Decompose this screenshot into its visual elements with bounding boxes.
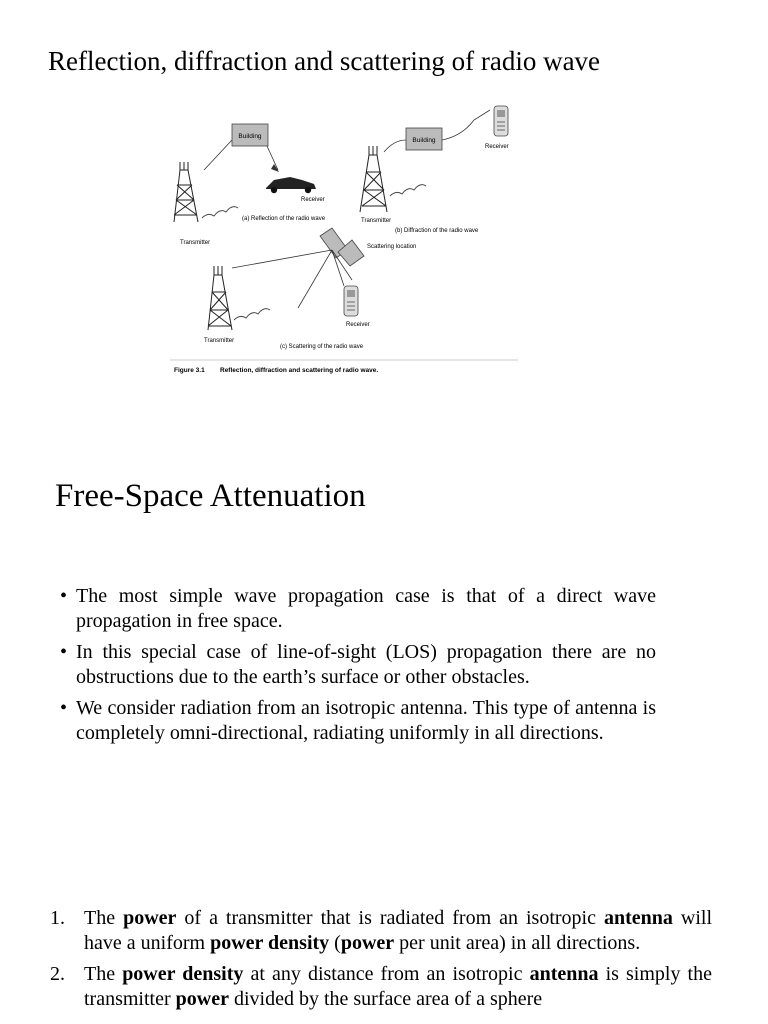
text-run: will have a uniform xyxy=(84,907,713,954)
phone-bottom-icon xyxy=(344,286,358,316)
list-number: 2. xyxy=(50,963,65,985)
section-title-reflection: Reflection, diffraction and scattering of radio wave xyxy=(48,46,601,76)
caption-a: (a) Reflection of the radio wave xyxy=(242,216,326,222)
list-item xyxy=(50,906,712,955)
text-run: The xyxy=(84,963,123,985)
caption-b: (b) Diffraction of the radio wave xyxy=(395,228,479,234)
bold-term: power xyxy=(123,907,177,929)
transmitter-c-label: Transmitter xyxy=(204,338,235,344)
receiver-bottom-label: Receiver xyxy=(346,322,370,328)
bullet-text: In this special case of line-of-sight (LOS) propagation there are no obstructions due to the earth’s surface or other obstacles. xyxy=(76,641,656,688)
bold-term: power xyxy=(340,931,395,954)
transmitter-b-label: Transmitter xyxy=(361,218,392,224)
receiver-car-label: Receiver xyxy=(301,197,325,203)
bullet-text: The most simple wave propagation case is that of a direct wave propagation in free space. xyxy=(76,585,656,632)
bold-term: power density xyxy=(122,963,244,985)
bold-term: power xyxy=(175,987,229,1010)
building-b-label: Building xyxy=(412,137,436,144)
receiver-top-label: Receiver xyxy=(485,144,509,150)
caption-c: (c) Scattering of the radio wave xyxy=(280,344,364,350)
list-item xyxy=(60,584,656,633)
figure-number: Figure 3.1 xyxy=(174,367,205,374)
text-run: at any distance from an isotropic xyxy=(243,963,530,985)
transmitter-a-label: Transmitter xyxy=(180,240,211,246)
text-run: ( xyxy=(329,931,341,954)
bullet-icon: • xyxy=(60,697,68,719)
bold-term: power density xyxy=(210,931,330,954)
scattering-location-label: Scattering location xyxy=(367,244,417,250)
car-icon xyxy=(266,177,316,193)
tower-b-icon xyxy=(360,146,426,212)
list-number: 1. xyxy=(50,907,65,929)
tower-c-icon xyxy=(208,266,270,330)
text-run: of a transmitter that is radiated from an isotropic xyxy=(176,907,604,929)
bold-term: antenna xyxy=(604,907,673,929)
phone-top-icon xyxy=(494,106,508,136)
section-title-free-space: Free-Space Attenuation xyxy=(55,478,366,514)
text-run: is simply the transmitter xyxy=(84,963,712,1010)
list-item xyxy=(50,962,712,1011)
numbered-list xyxy=(50,906,712,1018)
tower-a-icon xyxy=(174,162,238,222)
scatter-surface-icon xyxy=(320,228,364,266)
list-item xyxy=(60,696,656,745)
building-a-label: Building xyxy=(238,133,262,140)
bullet-list xyxy=(60,584,656,752)
list-item xyxy=(60,640,656,689)
figure-caption: Reflection, diffraction and scattering of radio wave. xyxy=(220,367,379,374)
bullet-icon: • xyxy=(60,585,68,607)
bullet-icon: • xyxy=(60,641,68,663)
bold-term: antenna xyxy=(529,963,599,985)
propagation-figure xyxy=(122,100,522,382)
text-run: The xyxy=(84,907,124,929)
text-run: divided by the surface area of a sphere xyxy=(228,987,543,1010)
bullet-text: We consider radiation from an isotropic antenna. This type of antenna is completely omni-directional, radiating uniformly in all directions. xyxy=(76,697,656,744)
text-run: per unit area) in all directions. xyxy=(394,931,641,954)
